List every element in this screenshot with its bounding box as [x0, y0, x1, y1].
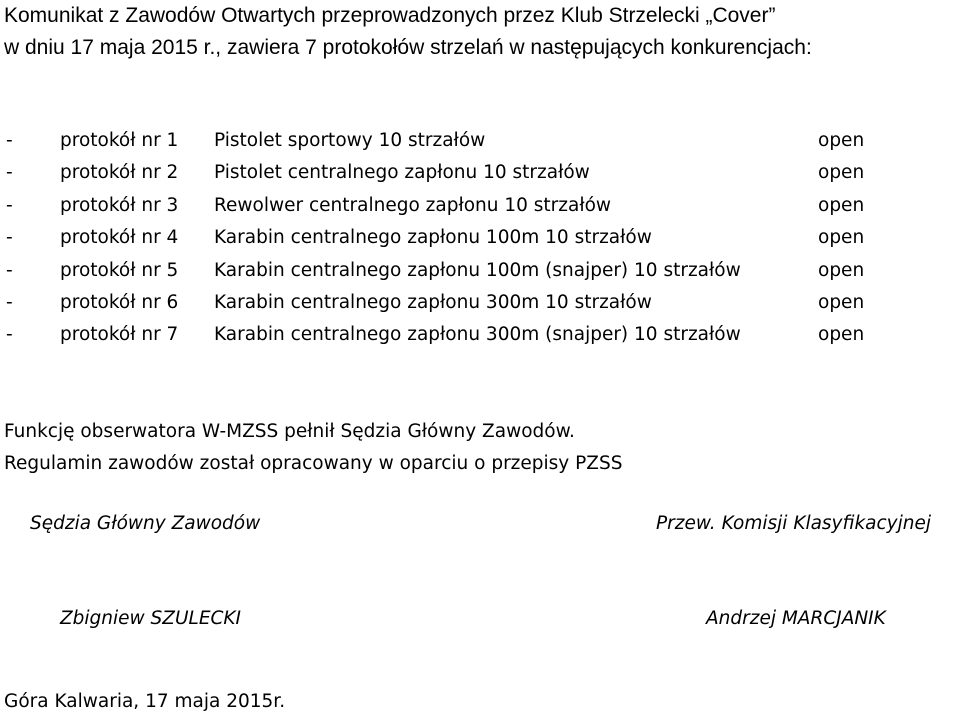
protocol-class: open — [818, 162, 865, 184]
observer-note: Funkcję obserwatora W-MZSS pełnił Sędzia Główny Zawodów. — [4, 421, 575, 442]
protocol-class: open — [818, 130, 865, 151]
protocol-row — [0, 319, 960, 351]
classification-chair-title: Przew. Komisji Klasyfikacyjnej — [656, 513, 932, 534]
protocol-row — [0, 157, 960, 189]
protocol-row — [0, 125, 960, 157]
protocol-dash: - — [6, 324, 13, 346]
protocol-dash: - — [6, 162, 13, 184]
protocol-number: protokół nr 3 — [60, 194, 179, 216]
protocol-class: open — [818, 291, 865, 313]
protocol-class: open — [818, 227, 865, 249]
notes-section — [4, 416, 622, 480]
chief-judge-title: Sędzia Główny Zawodów — [30, 513, 261, 534]
protocol-number: protokół nr 2 — [60, 162, 179, 184]
protocol-competition: Pistolet sportowy 10 strzałów — [214, 130, 486, 151]
protocol-row — [0, 190, 960, 222]
protocol-dash: - — [6, 130, 13, 151]
protocol-competition: Pistolet centralnego zapłonu 10 strzałów — [214, 162, 590, 184]
protocol-row — [0, 222, 960, 254]
protocol-dash: - — [6, 291, 13, 313]
classification-chair-name: Andrzej MARCJANIK — [706, 608, 886, 629]
protocol-competition: Karabin centralnego zapłonu 100m 10 strzałów — [214, 227, 652, 249]
intro-line-2: w dniu 17 maja 2015 r., zawiera 7 protokołów strzelań w następujących konkurencjach: — [4, 36, 812, 59]
rules-note: Regulamin zawodów został opracowany w oparciu o przepisy PZSS — [4, 453, 623, 474]
protocol-row — [0, 255, 960, 287]
protocol-class: open — [818, 259, 865, 281]
protocol-competition: Rewolwer centralnego zapłonu 10 strzałów — [214, 194, 612, 216]
protocol-number: protokół nr 4 — [60, 227, 179, 249]
protocol-number: protokół nr 5 — [60, 259, 179, 281]
intro-paragraph — [4, 0, 812, 64]
chief-judge-name: Zbigniew SZULECKI — [60, 608, 242, 629]
protocol-competition: Karabin centralnego zapłonu 100m (snajper) 10 strzałów — [214, 259, 741, 281]
protocol-dash: - — [6, 194, 13, 216]
place-and-date: Góra Kalwaria, 17 maja 2015r. — [4, 691, 286, 712]
protocol-number: protokół nr 6 — [60, 291, 179, 313]
protocol-class: open — [818, 324, 865, 346]
protocol-list — [0, 125, 960, 352]
intro-line-1: Komunikat z Zawodów Otwartych przeprowadzonych przez Klub Strzelecki „Cover” — [4, 4, 776, 27]
protocol-competition: Karabin centralnego zapłonu 300m 10 strzałów — [214, 291, 652, 313]
protocol-number: protokół nr 1 — [60, 130, 179, 151]
protocol-dash: - — [6, 227, 13, 249]
protocol-number: protokół nr 7 — [60, 324, 179, 346]
protocol-class: open — [818, 194, 865, 216]
protocol-row — [0, 287, 960, 319]
protocol-competition: Karabin centralnego zapłonu 300m (snajper) 10 strzałów — [214, 324, 741, 346]
protocol-dash: - — [6, 259, 13, 281]
